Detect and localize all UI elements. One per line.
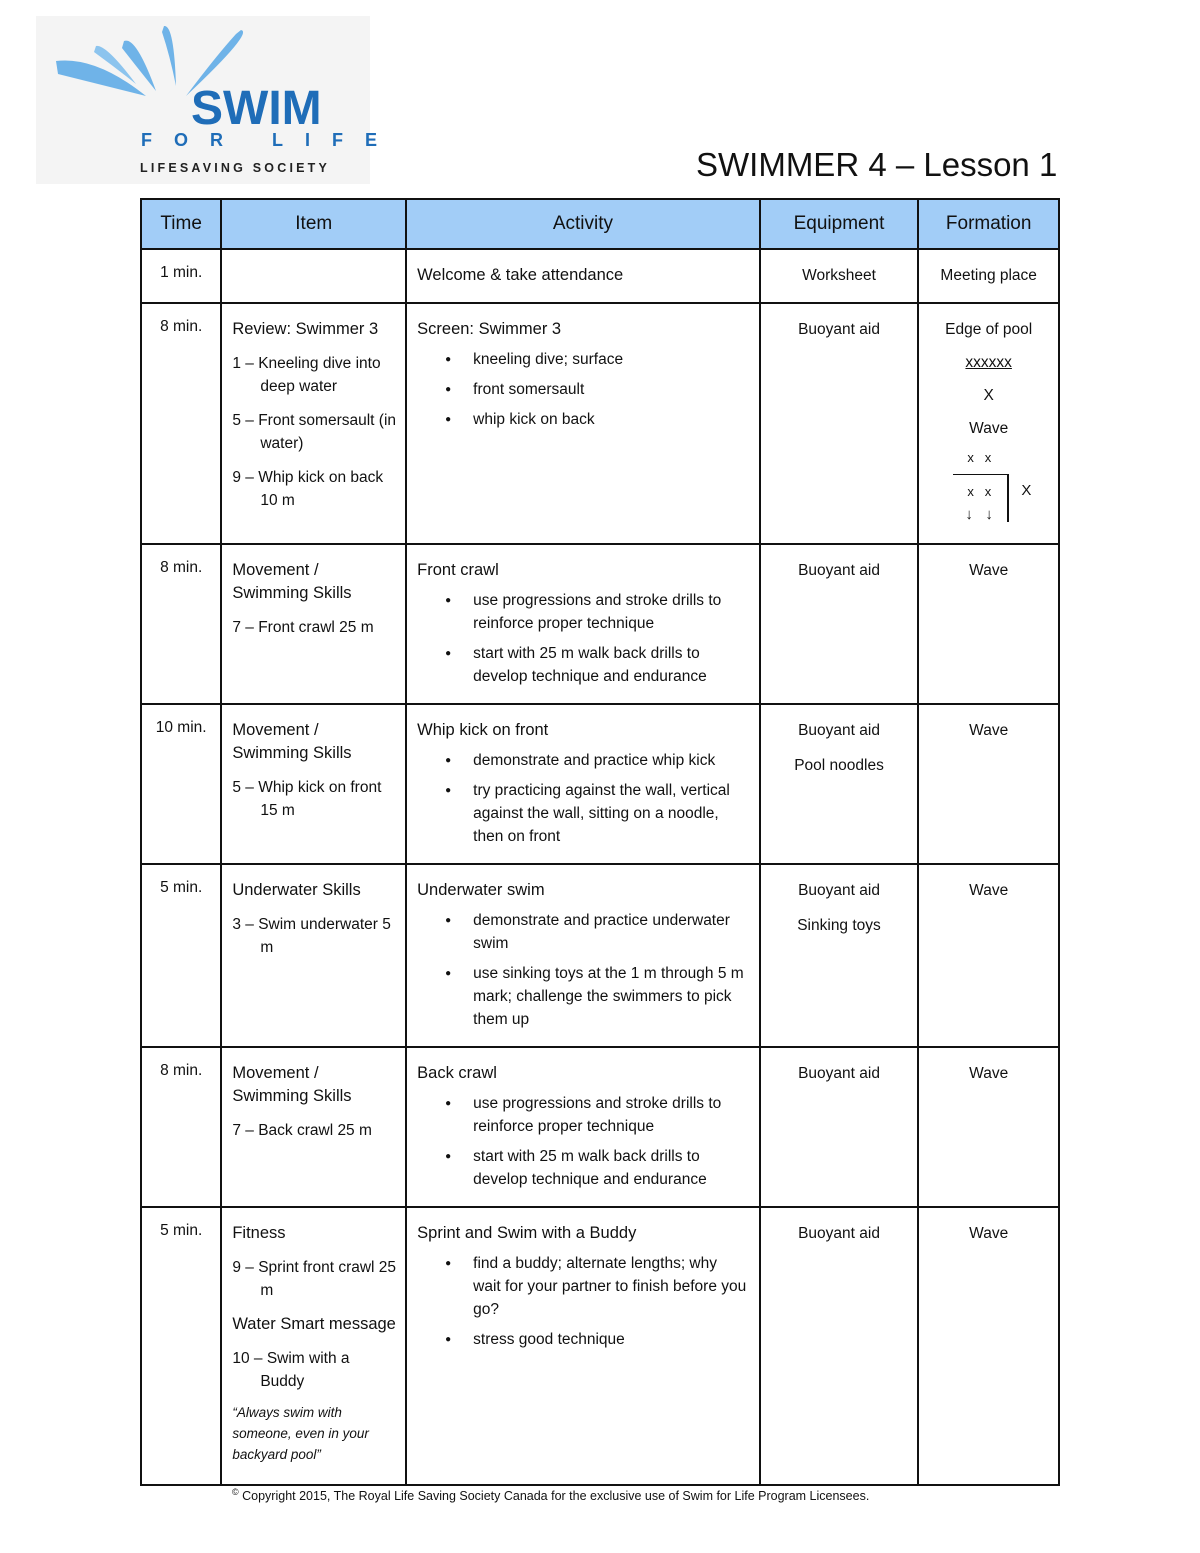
formation-cell [918, 704, 1059, 864]
skill-entry: 9 – Whip kick on back 10 m [232, 469, 384, 509]
equipment-cell [760, 1207, 919, 1485]
copyright-mark: © [232, 1487, 239, 1497]
formation-cell [918, 864, 1059, 1047]
page-title: SWIMMER 4 – Lesson 1 [696, 146, 1058, 183]
header-formation: Formation [918, 199, 1059, 249]
skill-entry: 7 – Front crawl 25 m [232, 619, 374, 636]
diagram-wall-line [953, 474, 1009, 475]
activity-title: Underwater swim [417, 881, 545, 899]
item-cell [221, 303, 406, 544]
header-activity: Activity [406, 199, 760, 249]
activity-title: Front crawl [417, 561, 499, 579]
activity-cell [406, 864, 760, 1047]
activity-bullet: ● kneeling dive; surface [417, 348, 749, 371]
lesson-plan-table [140, 198, 1060, 1486]
skill-entry: 1 – Kneeling dive into deep water [232, 355, 381, 395]
formation-text: Wave [969, 882, 1009, 899]
header-equipment: Equipment [760, 199, 919, 249]
time-cell: 5 min. [141, 1207, 221, 1485]
activity-bullet: ● whip kick on back [417, 408, 749, 431]
item-title: Underwater Skills [232, 881, 361, 899]
equipment-cell [760, 864, 919, 1047]
table-row [141, 704, 1059, 864]
equipment-item: Buoyant aid [798, 562, 880, 579]
item-title: Fitness [232, 1224, 286, 1242]
wave-formation-diagram [919, 450, 1058, 530]
table-row [141, 1047, 1059, 1207]
skill-entry: 7 – Back crawl 25 m [232, 1122, 372, 1139]
logo-swim-text: SWIM [191, 82, 322, 135]
formation-text: Edge of pool [945, 321, 1033, 338]
skill-entry: 3 – Swim underwater 5 m [232, 916, 391, 956]
time-cell: 10 min. [141, 704, 221, 864]
diagram-wall-edge [1007, 474, 1009, 522]
activity-cell [406, 1207, 760, 1485]
equipment-cell [760, 249, 919, 303]
diagram-swimmers-row: x x [967, 484, 992, 499]
equipment-item: Buoyant aid [798, 1065, 880, 1082]
activity-bullets [417, 1092, 749, 1191]
table-row [141, 1207, 1059, 1485]
swim-for-life-logo [36, 16, 399, 184]
equipment-item: Buoyant aid [798, 882, 880, 899]
formation-cell [918, 544, 1059, 704]
activity-bullet: ● demonstrate and practice whip kick [417, 749, 749, 772]
table-row [141, 303, 1059, 544]
formation-text: Wave [969, 722, 1009, 739]
time-cell: 8 min. [141, 303, 221, 544]
activity-bullet: ● demonstrate and practice underwater swim [417, 909, 749, 955]
item-title: Movement / Swimming Skills [232, 1064, 352, 1105]
activity-title: Back crawl [417, 1064, 497, 1082]
activity-bullets [417, 1252, 749, 1351]
activity-bullet: ● start with 25 m walk back drills to develop technique and endurance [417, 1145, 749, 1191]
formation-cell [918, 1047, 1059, 1207]
header-item: Item [221, 199, 406, 249]
formation-text: Wave [969, 420, 1009, 437]
equipment-item: Sinking toys [797, 917, 881, 934]
copyright-text: Copyright 2015, The Royal Life Saving Society Canada for the exclusive use of Swim for Life Program Licensees. [242, 1489, 870, 1504]
skill-entry: 9 – Sprint front crawl 25 m [232, 1259, 397, 1299]
formation-text: Wave [969, 1225, 1009, 1242]
table-row [141, 249, 1059, 303]
equipment-item: Pool noodles [794, 757, 884, 774]
table-row [141, 864, 1059, 1047]
time-cell: 8 min. [141, 1047, 221, 1207]
activity-title: Screen: Swimmer 3 [417, 320, 562, 338]
activity-bullet: ● front somersault [417, 378, 749, 401]
equipment-cell [760, 303, 919, 544]
skill-entry: 10 – Swim with a Buddy [232, 1350, 350, 1390]
activity-bullets [417, 348, 749, 431]
water-smart-quote: “Always swim with someone, even in your backyard pool” [232, 1405, 369, 1462]
time-cell: 8 min. [141, 544, 221, 704]
equipment-cell [760, 544, 919, 704]
formation-cell [918, 303, 1059, 544]
time-cell: 1 min. [141, 249, 221, 303]
logo-society-text: LIFESAVING SOCIETY [140, 161, 331, 175]
item-cell [221, 704, 406, 864]
logo-for-life-text: FOR LIFE [141, 130, 399, 150]
formation-text: Meeting place [940, 267, 1037, 284]
header-time: Time [141, 199, 221, 249]
activity-cell [406, 544, 760, 704]
table-header-row [141, 199, 1059, 249]
item-cell [221, 1207, 406, 1485]
diagram-swimmers-row: x x [967, 450, 992, 465]
item-title: Movement / Swimming Skills [232, 561, 352, 602]
activity-cell [406, 704, 760, 864]
activity-bullets [417, 589, 749, 688]
formation-instructor-mark: X [983, 387, 994, 404]
equipment-cell [760, 704, 919, 864]
item-cell [221, 249, 406, 303]
table-row [141, 544, 1059, 704]
formation-cell [918, 1207, 1059, 1485]
activity-bullet: ● use sinking toys at the 1 m through 5 m mark; challenge the swimmers to pick them up [417, 962, 749, 1031]
item-title: Movement / Swimming Skills [232, 721, 352, 762]
activity-bullets [417, 909, 749, 1031]
equipment-item: Buoyant aid [798, 321, 880, 338]
activity-bullets [417, 749, 749, 848]
activity-cell [406, 249, 760, 303]
formation-cell [918, 249, 1059, 303]
equipment-cell [760, 1047, 919, 1207]
activity-cell [406, 303, 760, 544]
activity-bullet: ● use progressions and stroke drills to reinforce proper technique [417, 589, 749, 635]
activity-title: Whip kick on front [417, 721, 549, 739]
formation-text: Wave [969, 562, 1009, 579]
item-cell [221, 1047, 406, 1207]
item-cell [221, 864, 406, 1047]
diagram-arrow-icon: ↓ ↓ [965, 506, 993, 523]
equipment-item: Buoyant aid [798, 1225, 880, 1242]
activity-bullet: ● use progressions and stroke drills to reinforce proper technique [417, 1092, 749, 1138]
activity-cell [406, 1047, 760, 1207]
time-cell: 5 min. [141, 864, 221, 1047]
item-cell [221, 544, 406, 704]
equipment-item: Worksheet [802, 267, 876, 284]
formation-line-marker: xxxxxx [965, 354, 1012, 371]
diagram-instructor-mark: X [1021, 482, 1032, 499]
item-title: Review: Swimmer 3 [232, 320, 379, 338]
activity-title: Welcome & take attendance [417, 266, 624, 284]
activity-bullet: ● find a buddy; alternate lengths; why wait for your partner to finish before you go? [417, 1252, 749, 1321]
activity-bullet: ● try practicing against the wall, vertical against the wall, sitting on a noodle, then on front [417, 779, 749, 848]
skill-entry: 5 – Front somersault (in water) [232, 412, 397, 452]
activity-bullet: ● stress good technique [417, 1328, 749, 1351]
item-subtitle: Water Smart message [232, 1315, 396, 1333]
skill-entry: 5 – Whip kick on front 15 m [232, 779, 382, 819]
activity-bullet: ● start with 25 m walk back drills to develop technique and endurance [417, 642, 749, 688]
activity-title: Sprint and Swim with a Buddy [417, 1224, 637, 1242]
copyright-notice [232, 1487, 869, 1503]
equipment-item: Buoyant aid [798, 722, 880, 739]
formation-text: Wave [969, 1065, 1009, 1082]
